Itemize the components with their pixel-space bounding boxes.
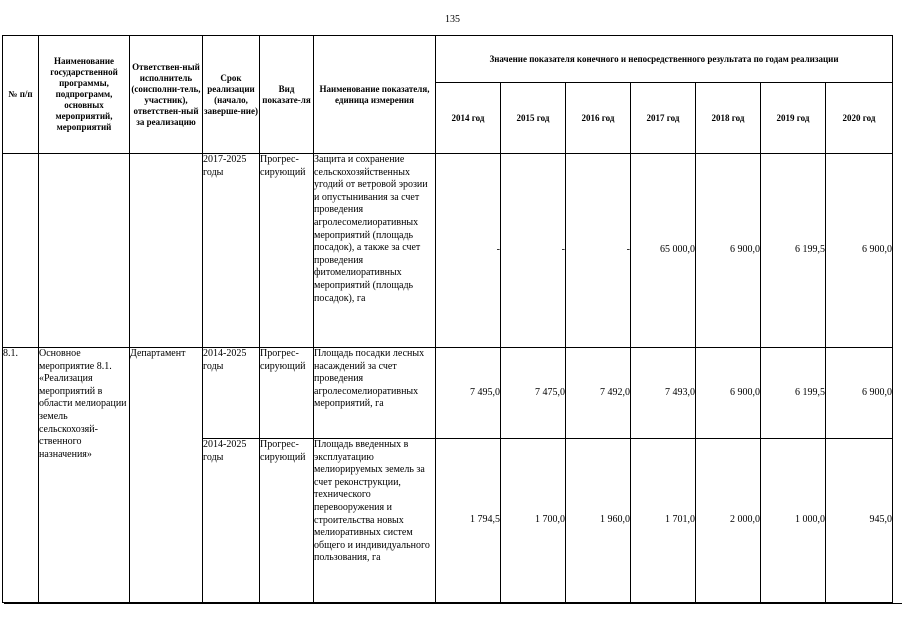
- value-cell: 65 000,0: [631, 154, 696, 348]
- program-cell: Основное мероприятие 8.1. «Реализация мероприятий в области мелиорации земель сельскохозяй-ственного назначения»: [39, 348, 130, 603]
- table-row: [3, 154, 893, 348]
- value-cell: 1 701,0: [631, 439, 696, 603]
- kind-cell: Прогрес-сирующий: [260, 154, 314, 348]
- header-year: 2016 год: [566, 83, 631, 154]
- value-cell: -: [566, 154, 631, 348]
- value-cell: 7 493,0: [631, 348, 696, 439]
- header-year: 2018 год: [696, 83, 761, 154]
- indicator-cell: Площадь введенных в эксплуатацию мелиорируемых земель за счет реконструкции, технического перевооружения и строительства новых мелиоративных систем общего и индивидуального пользования, га: [314, 439, 436, 603]
- value-cell: 7 492,0: [566, 348, 631, 439]
- header-year: 2014 год: [436, 83, 501, 154]
- page-number: 135: [445, 14, 460, 25]
- value-cell: -: [501, 154, 566, 348]
- value-cell: 6 900,0: [826, 154, 893, 348]
- indicator-table: [2, 35, 893, 603]
- header-values-group: Значение показателя конечного и непосредственного результата по годам реализации: [436, 36, 893, 83]
- header-executor: Ответствен-ный исполнитель (соисполни-тель, участник), ответствен-ный за реализацию: [130, 36, 203, 154]
- num-cell: [3, 154, 39, 348]
- header-kind: Вид показате-ля: [260, 36, 314, 154]
- value-cell: 1 000,0: [761, 439, 826, 603]
- value-cell: 6 199,5: [761, 154, 826, 348]
- kind-cell: Прогрес-сирующий: [260, 348, 314, 439]
- value-cell: 2 000,0: [696, 439, 761, 603]
- value-cell: -: [436, 154, 501, 348]
- term-cell: 2014-2025 годы: [203, 439, 260, 603]
- term-cell: 2014-2025 годы: [203, 348, 260, 439]
- value-cell: 945,0: [826, 439, 893, 603]
- value-cell: 7 475,0: [501, 348, 566, 439]
- page-bottom-rule: [4, 603, 902, 604]
- executor-cell: Департамент: [130, 348, 203, 603]
- header-year: 2017 год: [631, 83, 696, 154]
- header-indicator: Наименование показателя, единица измерения: [314, 36, 436, 154]
- indicator-cell: Площадь посадки лесных насаждений за счет проведения агролесомелиоративных мероприятий, га: [314, 348, 436, 439]
- indicator-cell: Защита и сохранение сельскохозяйственных угодий от ветровой эрозии и опустынивания за счет проведения агролесомелиоративных мероприятий (площадь посадок), а также за счет проведения фитомелиоративных мероприятий (площадь посадок), га: [314, 154, 436, 348]
- value-cell: 6 900,0: [696, 348, 761, 439]
- value-cell: 6 900,0: [826, 348, 893, 439]
- value-cell: 6 900,0: [696, 154, 761, 348]
- executor-cell: [130, 154, 203, 348]
- header-program: Наименование государственной программы, подпрограмм, основных мероприятий, мероприятий: [39, 36, 130, 154]
- kind-cell: Прогрес-сирующий: [260, 439, 314, 603]
- value-cell: 1 700,0: [501, 439, 566, 603]
- header-year: 2020 год: [826, 83, 893, 154]
- value-cell: 1 960,0: [566, 439, 631, 603]
- header-year: 2015 год: [501, 83, 566, 154]
- header-num: № п/п: [3, 36, 39, 154]
- table-row: [3, 348, 893, 439]
- value-cell: 7 495,0: [436, 348, 501, 439]
- num-cell: 8.1.: [3, 348, 39, 603]
- header-year: 2019 год: [761, 83, 826, 154]
- value-cell: 1 794,5: [436, 439, 501, 603]
- value-cell: 6 199,5: [761, 348, 826, 439]
- term-cell: 2017-2025 годы: [203, 154, 260, 348]
- program-cell: [39, 154, 130, 348]
- header-term: Срок реализации (начало, заверше-ние): [203, 36, 260, 154]
